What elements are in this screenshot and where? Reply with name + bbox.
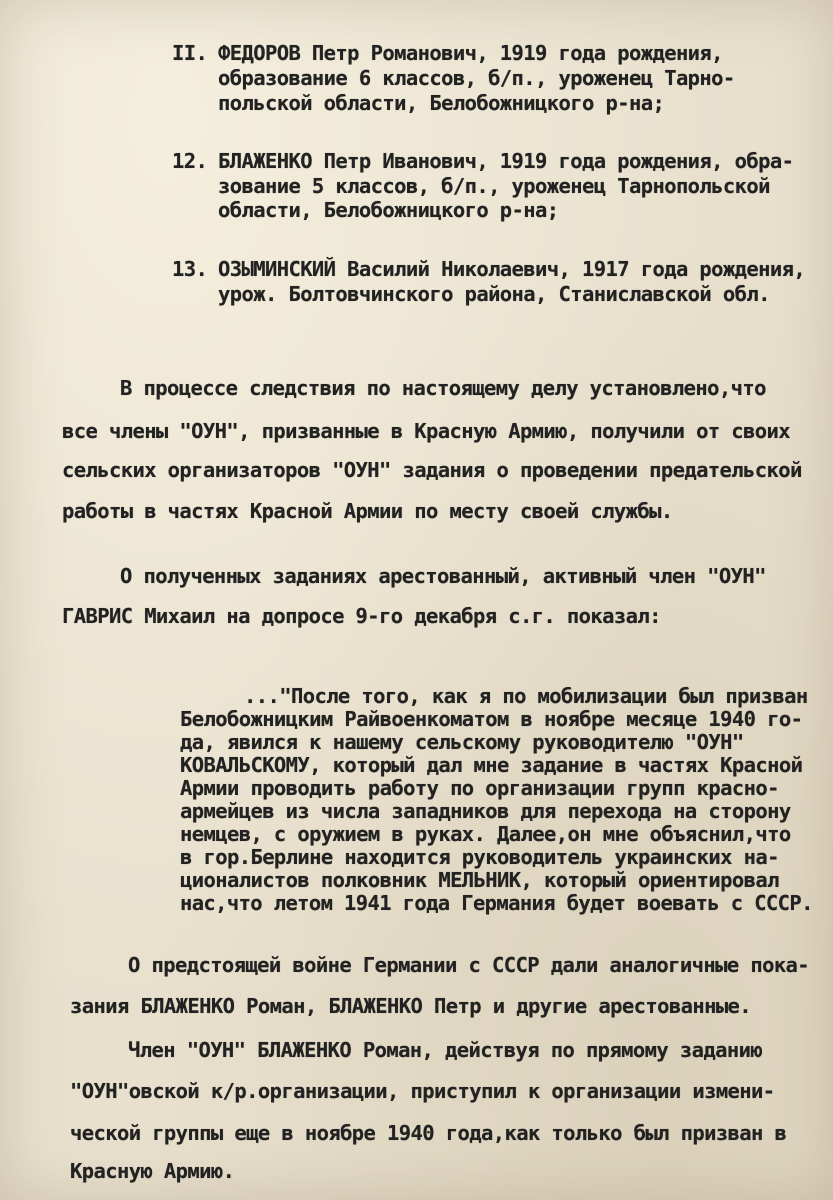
list-item-text: польской области, Белобожницкого р-на; [218,91,665,115]
list-item-text: ФЕДОРОВ Петр Романович, 1919 года рождения, [218,41,723,65]
quote-line: Армии проводить работу по организации групп красно- [180,776,779,800]
list-item-number: 12. [172,149,208,173]
paragraph-line: О предстоящей войне Германии с СССР дали аналогичные пока- [128,953,810,977]
paragraph-line: работы в частях Красной Армии по месту своей службы. [62,499,673,523]
list-item-number: II. [172,41,208,65]
paragraph-line: сельских организаторов "ОУН" задания о проведении предательской [62,458,802,482]
quote-line: армейцев из числа западников для перехода на сторону [180,799,791,823]
paragraph-line: зания БЛАЖЕНКО Роман, БЛАЖЕНКО Петр и другие арестованные. [70,994,752,1018]
list-item-text: области, Белобожницкого р-на; [218,198,559,222]
paragraph-line: "ОУН"овской к/р.организации, приступил к организации измени- [70,1079,775,1103]
list-item-text: БЛАЖЕНКО Петр Иванович, 1919 года рождения, обра- [218,149,794,173]
quote-line: нас,что летом 1941 года Германия будет воевать с СССР. [180,891,813,915]
paragraph-line: В процессе следствия по настоящему делу установлено,что [120,376,766,400]
quote-line: в гор.Берлине находится руководитель украинских на- [180,845,779,869]
paragraph-line: Красную Армию. [70,1159,235,1183]
list-item-text: образование 6 классов, б/п., уроженец Тарно- [218,66,735,90]
quote-line: немцев, с оружием в руках. Далее,он мне объяснил,что [180,822,791,846]
list-item [172,40,723,66]
quote-line: ционалистов полковник МЕЛЬНИК, который ориентировал [180,868,779,892]
list-item [172,256,805,282]
quote-line: КОВАЛЬСКОМУ, который дал мне задание в частях Красной [180,753,803,777]
paragraph-line: Член "ОУН" БЛАЖЕНКО Роман, действуя по прямому заданию [128,1038,763,1062]
paragraph-line: ческой группы еще в ноябре 1940 года,как только был призван в [70,1121,787,1145]
quote-line: ..."После того, как я по мобилизации был призван [244,684,808,708]
paragraph-line: О полученных заданиях арестованный, активный член "ОУН" [120,564,766,588]
quote-line: Белобожницким Райвоенкоматом в ноябре месяце 1940 го- [180,707,803,731]
list-item-text: ОЗЫМИНСКИЙ Василий Николаевич, 1917 года рождения, [218,257,806,281]
paragraph-line: все члены "ОУН", призванные в Красную Армию, получили от своих [62,419,791,443]
paragraph-line: ГАВРИС Михаил на допросе 9-го декабря с.г. показал: [62,604,661,628]
list-item-text: урож. Болтовчинского района, Станиславской обл. [218,282,770,306]
list-item-number: 13. [172,257,208,281]
list-item [172,148,793,174]
list-item-text: зование 5 классов, б/п., уроженец Тарнопольской [218,174,770,198]
quote-line: да, явился к нашему сельскому руководителю "ОУН" [180,730,744,754]
